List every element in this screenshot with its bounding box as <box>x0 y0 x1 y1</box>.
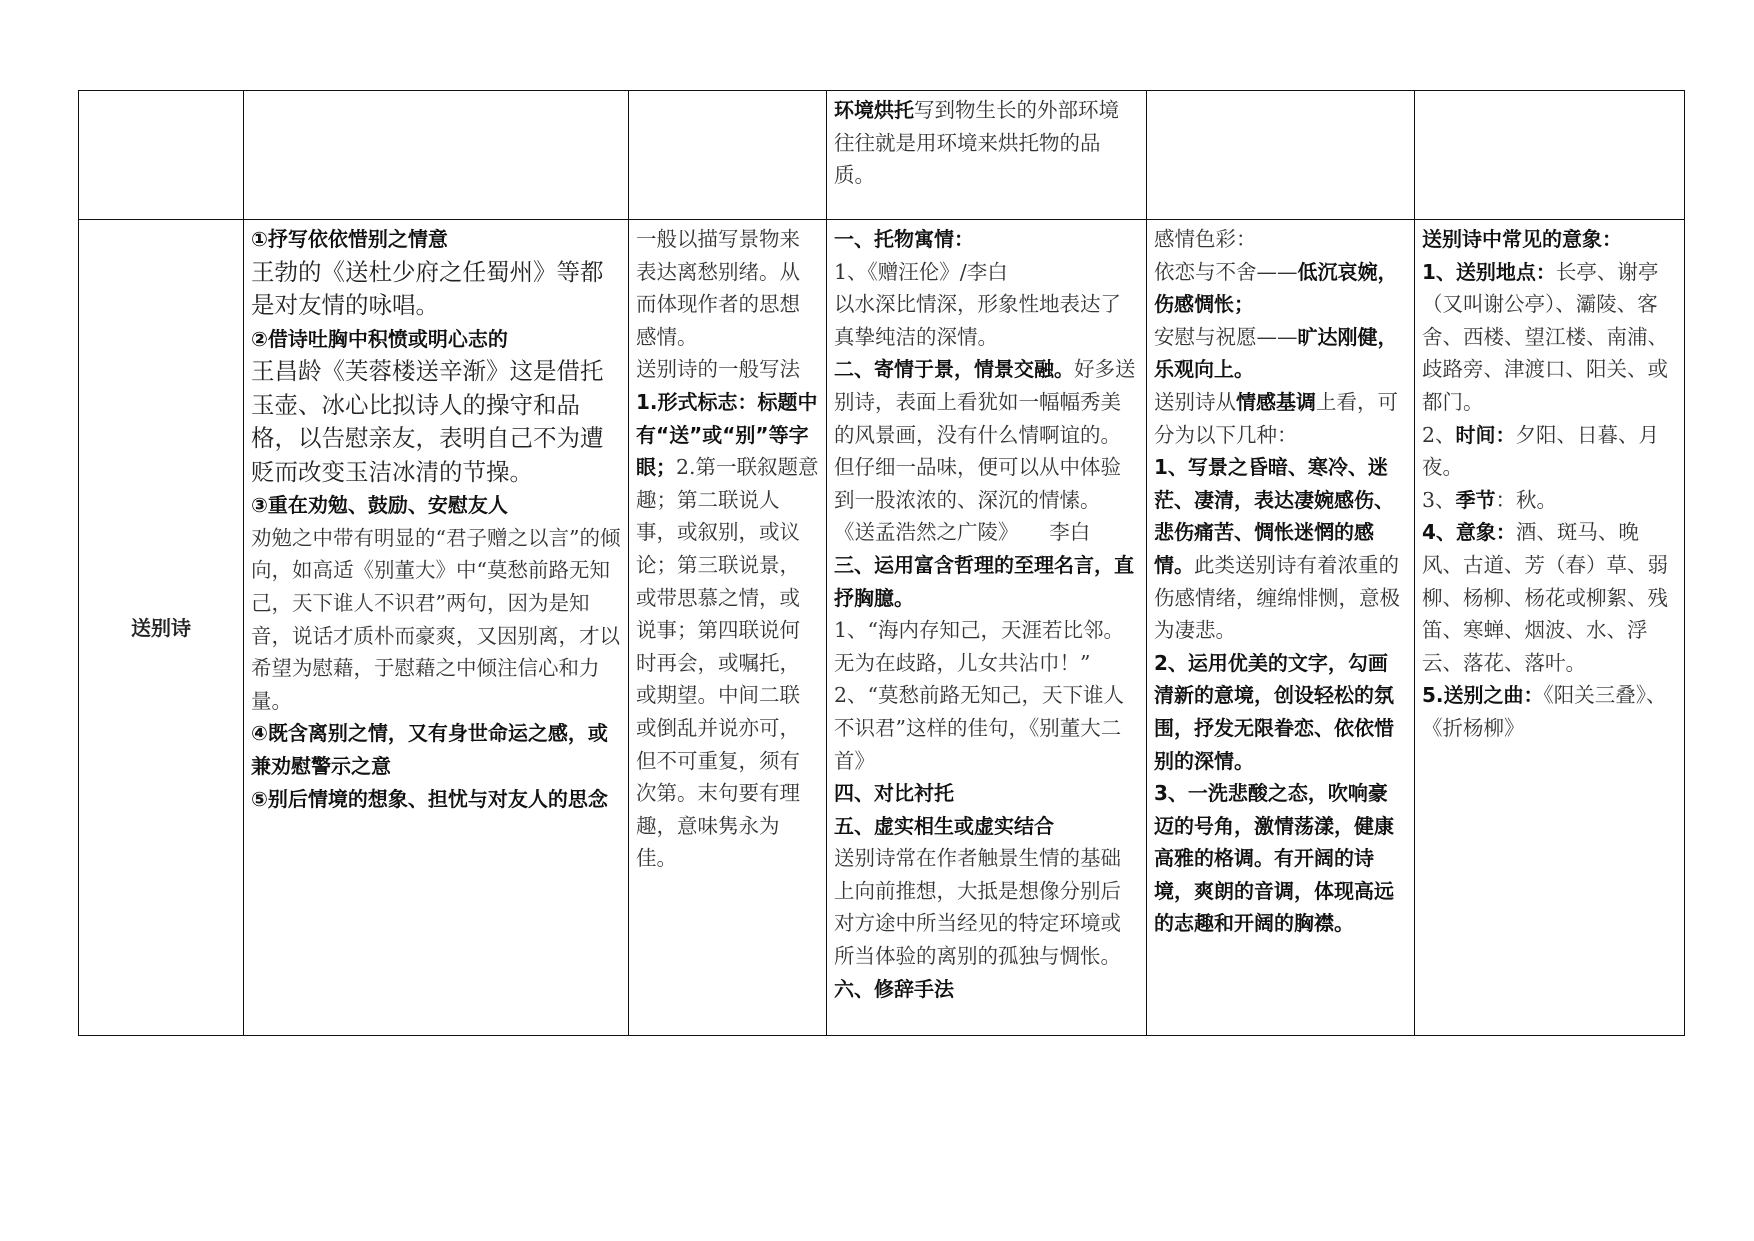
emotion-line <box>1154 386 1407 451</box>
notes-table <box>78 90 1685 1036</box>
imagery-item <box>1422 516 1677 679</box>
technique-item: 1、《赠汪伦》/李白 <box>834 259 1008 284</box>
emotion-normal: 上看，可分为以下几种： <box>1154 389 1398 447</box>
imagery-text: 3、 <box>1422 487 1456 512</box>
emotion-normal: 依恋与不舍—— <box>1154 259 1298 284</box>
imagery-item <box>1422 419 1677 484</box>
imagery-bold: 1、送别地点： <box>1422 259 1556 284</box>
cell-imagery <box>1415 220 1685 1036</box>
technique-heading: 三、运用富含哲理的至理名言，直抒胸臆。 <box>834 552 1134 610</box>
technique-item: 1、“海内存知己，天涯若比邻。无为在歧路，儿女共沾巾！” <box>834 618 1125 675</box>
method-text <box>636 353 819 875</box>
technique-item: 2、“莫愁前路无知己，天下谁人不识君”这样的佳句，《别董大二首》 <box>834 683 1125 773</box>
technique-example: 《送孟浩然之广陵》 李白 <box>834 520 1091 545</box>
imagery-bold: 5.送别之曲： <box>1422 683 1544 708</box>
emotion-line <box>1154 256 1407 321</box>
technique-heading: 一、托物寓情： <box>834 227 974 251</box>
imagery-item <box>1422 256 1677 419</box>
emotion-bold: 情感基调 <box>1236 389 1316 414</box>
technique-heading: 四、对比衬托 <box>834 781 954 806</box>
cell-empty <box>1147 91 1415 220</box>
cell-empty <box>79 91 244 220</box>
term-desc: 写到物生长的外部环境往往就是用环境来烘托物的品质。 <box>834 98 1119 188</box>
imagery-item <box>1422 484 1677 517</box>
technique-desc: 以水深比情深，形象性地表达了真挚纯洁的深情。 <box>834 292 1121 349</box>
technique-desc: 送别诗常在作者触景生情的基础上向前推想，大抵是想像分别后对方途中所当经见的特定环境或所当体验的离别的孤独与惆怅。 <box>834 846 1121 969</box>
emotion-point: 2、运用优美的文字，勾画清新的意境，创设轻松的氛围，抒发无限眷恋、依依惜别的深情。 <box>1154 650 1394 773</box>
imagery-text: ：秋。 <box>1495 487 1558 512</box>
cell-empty <box>244 91 629 220</box>
imagery-text: 夕阳、日暮、月夜。 <box>1422 422 1660 480</box>
imagery-bold: 季节 <box>1455 487 1496 512</box>
table-row-continued <box>79 91 1685 220</box>
emotion-point <box>1154 451 1407 647</box>
emotion-line <box>1154 321 1407 386</box>
method-rest: 2.第一联叙题意趣；第二联说人事，或叙别，或议论；第三联说景，或带思慕之情，或说事；第四联说何时再会，或嘱托，或期望。中间二联或倒乱并说亦可，但不可重复，须有次第。末句要有理趣，意味隽永为佳。 <box>636 455 819 871</box>
theme-heading: ②借诗吐胸中积愤或明心志的 <box>251 326 508 351</box>
imagery-text: 2、 <box>1422 422 1456 447</box>
cell-writing-method <box>629 220 827 1036</box>
imagery-bold: 时间： <box>1455 422 1516 447</box>
theme-heading: ③重在劝勉、鼓励、安慰友人 <box>251 493 508 518</box>
cell-themes <box>244 220 629 1036</box>
category-label: 送别诗 <box>79 220 244 1036</box>
imagery-item <box>1422 679 1677 744</box>
imagery-text: 酒、斑马、晚风、古道、芳（春）草、弱柳、杨柳、杨花或柳絮、残笛、寒蝉、烟波、水、浮云、落花、落叶。 <box>1422 520 1668 675</box>
theme-heading: ⑤别后情境的想象、担忧与对友人的思念 <box>251 786 608 811</box>
technique-heading: 六、修辞手法 <box>834 976 954 1001</box>
theme-heading: ④既含离别之情，又有身世命运之感，或兼劝慰警示之意 <box>251 721 608 778</box>
term-bold: 环境烘托 <box>834 98 914 122</box>
technique-heading: 二、寄情于景，情景交融。 <box>834 357 1074 382</box>
method-prefix: 送别诗的一般写法 <box>636 357 800 382</box>
emotion-normal: 安慰与祝愿—— <box>1154 324 1298 349</box>
imagery-text: 《阳关三叠》、《折杨柳》 <box>1422 683 1667 740</box>
theme-text: 劝勉之中带有明显的“君子赠之以言”的倾向，如高适《别董大》中“莫愁前路无知己，天下谁人不识君”两句，因为是知音，说话才质朴而豪爽，又因别离，才以希望为慰藉，于慰藉之中倾注信心和力量。 <box>251 525 621 713</box>
imagery-title: 送别诗中常见的意象： <box>1422 227 1622 251</box>
imagery-text: 长亭、谢亭（又叫谢公亭）、灞陵、客舍、西楼、望江楼、南浦、歧路旁、津渡口、阳关、或都门。 <box>1422 259 1668 414</box>
emotion-title: 感情色彩： <box>1154 227 1257 251</box>
theme-heading: ①抒写依依惜别之情意 <box>251 227 448 251</box>
technique-heading: 五、虚实相生或虚实结合 <box>834 813 1054 838</box>
emotion-point: 3、一洗悲酸之态，吹响豪迈的号角，激情荡漾，健康高雅的格调。有开阔的诗境，爽朗的音调，体现高远的志趣和开阔的胸襟。 <box>1154 781 1394 936</box>
method-intro: 一般以描写景物来表达离愁别绪。从而体现作者的思想感情。 <box>636 227 800 349</box>
emotion-normal: 送别诗从 <box>1154 389 1236 414</box>
method-bold: 1.形式标志：标题中有“送”或“别”等字眼； <box>636 389 818 480</box>
emotion-bold: 旷达刚健，乐观向上。 <box>1154 324 1398 382</box>
emotion-normal: 此类送别诗有着浓重的伤感情绪，缠绵悱恻，意极为凄悲。 <box>1154 552 1400 643</box>
theme-text: 王昌龄《芙蓉楼送辛渐》这是借托玉壶、冰心比拟诗人的操守和品格，以告慰亲友，表明自己不为遭贬而改变玉洁冰清的节操。 <box>251 357 604 486</box>
cell-environment-note <box>827 91 1147 220</box>
theme-text: 王勃的《送杜少府之任蜀州》等都是对友情的咏唱。 <box>251 257 604 320</box>
technique-desc: 好多送别诗，表面上看犹如一幅幅秀美的风景画，没有什么情啊谊的。但仔细一品味，便可以从中体验到一股浓浓的、深沉的情愫。 <box>834 357 1136 512</box>
technique-block <box>834 353 1139 516</box>
cell-empty <box>1415 91 1685 220</box>
cell-emotion <box>1147 220 1415 1036</box>
table-row-farewell-poem <box>79 220 1685 1036</box>
imagery-bold: 4、意象： <box>1422 520 1516 545</box>
emotion-bold: 低沉哀婉，伤感惆怅； <box>1154 259 1398 317</box>
emotion-bold: 1、写景之昏暗、寒冷、迷茫、凄清，表达凄婉感伤、悲伤痛苦、惆怅迷惘的感情。 <box>1154 455 1394 577</box>
cell-techniques <box>827 220 1147 1036</box>
cell-empty <box>629 91 827 220</box>
